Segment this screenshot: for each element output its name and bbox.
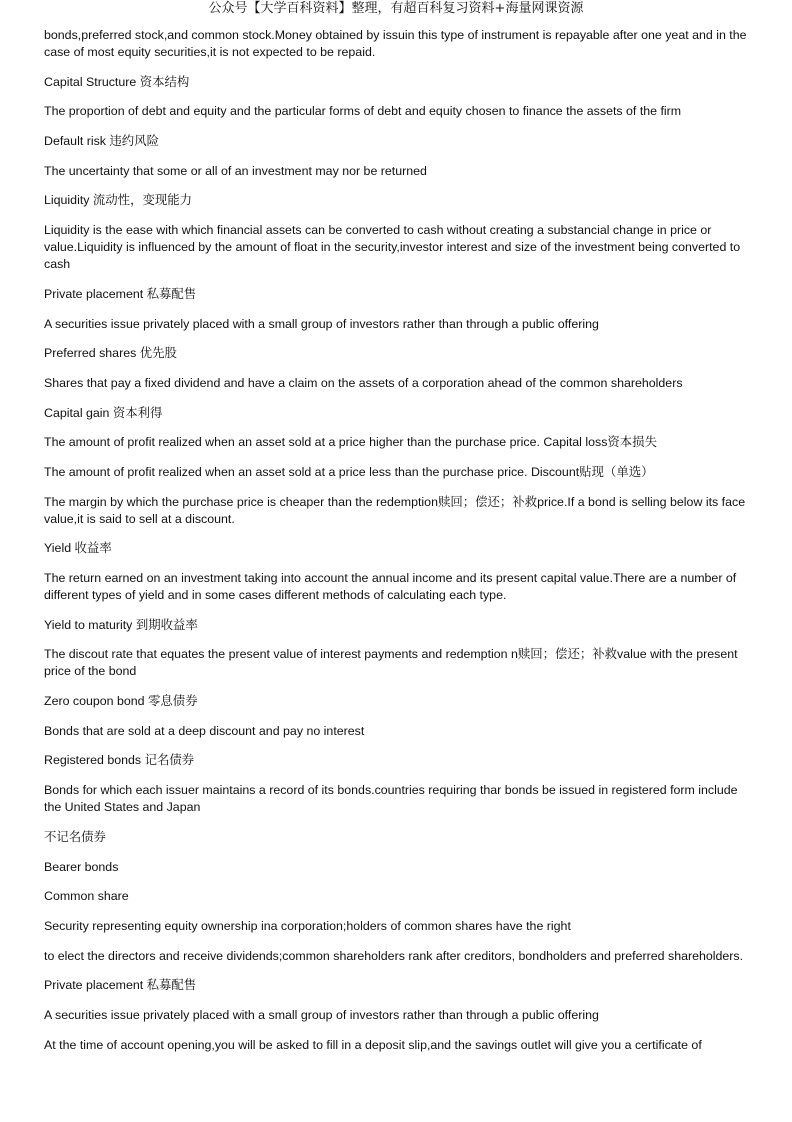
term-heading: Bearer bonds [44,859,119,874]
paragraph: A securities issue privately placed with a small group of investors rather than through a public offering [44,316,599,331]
paragraph: The discout rate that equates the present value of interest payments and redemption n赎回；偿还；补救value with the present price of the bond [44,647,738,679]
paragraph: Bonds that are sold at a deep discount and pay no interest [44,723,365,738]
paragraph: Bonds for which each issuer maintains a record of its bonds.countries requiring thar bonds be issued in registered form include the United States and Japan [44,783,738,815]
term-heading: Capital Structure 资本结构 [44,74,190,89]
term-heading: Zero coupon bond 零息债券 [44,694,198,709]
paragraph: Security representing equity ownership ina corporation;holders of common shares have the right [44,918,571,933]
paragraph: The amount of profit realized when an asset sold at a price higher than the purchase price. Capital loss资本损失 [44,435,657,450]
term-heading: 不记名债券 [44,829,106,844]
term-heading: Yield 收益率 [44,541,112,556]
document-body [44,27,756,1066]
paragraph: bonds,preferred stock,and common stock.Money obtained by issuin this type of instrument is repayable after one yeat and in the case of most equity securities,it is not expected to be repaid. [44,28,747,59]
paragraph: The uncertainty that some or all of an investment may nor be returned [44,163,427,178]
paragraph: The return earned on an investment taking into account the annual income and its present capital value.There are a number of different types of yield and in some cases different methods of calculating each type. [44,571,737,602]
paragraph: The margin by which the purchase price is cheaper than the redemption赎回；偿还；补救price.If a bond is selling below its face value,it is said to sell at a discount. [44,494,746,526]
paragraph: At the time of account opening,you will be asked to fill in a deposit slip,and the savings outlet will give you a certificate of [44,1037,702,1052]
paragraph: The amount of profit realized when an asset sold at a price less than the purchase price. Discount贴现（单选） [44,464,654,479]
term-heading: Default risk 违约风险 [44,134,159,149]
term-heading: Common share [44,889,129,904]
term-heading: Yield to maturity 到期收益率 [44,617,198,632]
paragraph: Shares that pay a fixed dividend and have a claim on the assets of a corporation ahead of the common shareholders [44,375,683,390]
paragraph: Liquidity is the ease with which financial assets can be converted to cash without creating a substancial change in price or value.Liquidity is influenced by the amount of float in the security,investor interest and size of the investment being converted to cash [44,223,741,272]
term-heading: Capital gain 资本利得 [44,405,163,420]
paragraph: A securities issue privately placed with a small group of investors rather than through a public offering [44,1007,599,1022]
page-header: 公众号【大学百科资料】整理，有超百科复习资料+海量网课资源 [208,1,584,16]
term-heading: Private placement 私募配售 [44,286,197,301]
term-heading: Private placement 私募配售 [44,978,197,993]
term-heading: Preferred shares 优先股 [44,346,177,361]
term-heading: Registered bonds 记名债券 [44,753,195,768]
paragraph: to elect the directors and receive dividends;common shareholders rank after creditors, bondholders and preferred shareholders. [44,948,744,963]
term-heading: Liquidity 流动性，变现能力 [44,193,193,208]
paragraph: The proportion of debt and equity and the particular forms of debt and equity chosen to finance the assets of the firm [44,104,682,119]
